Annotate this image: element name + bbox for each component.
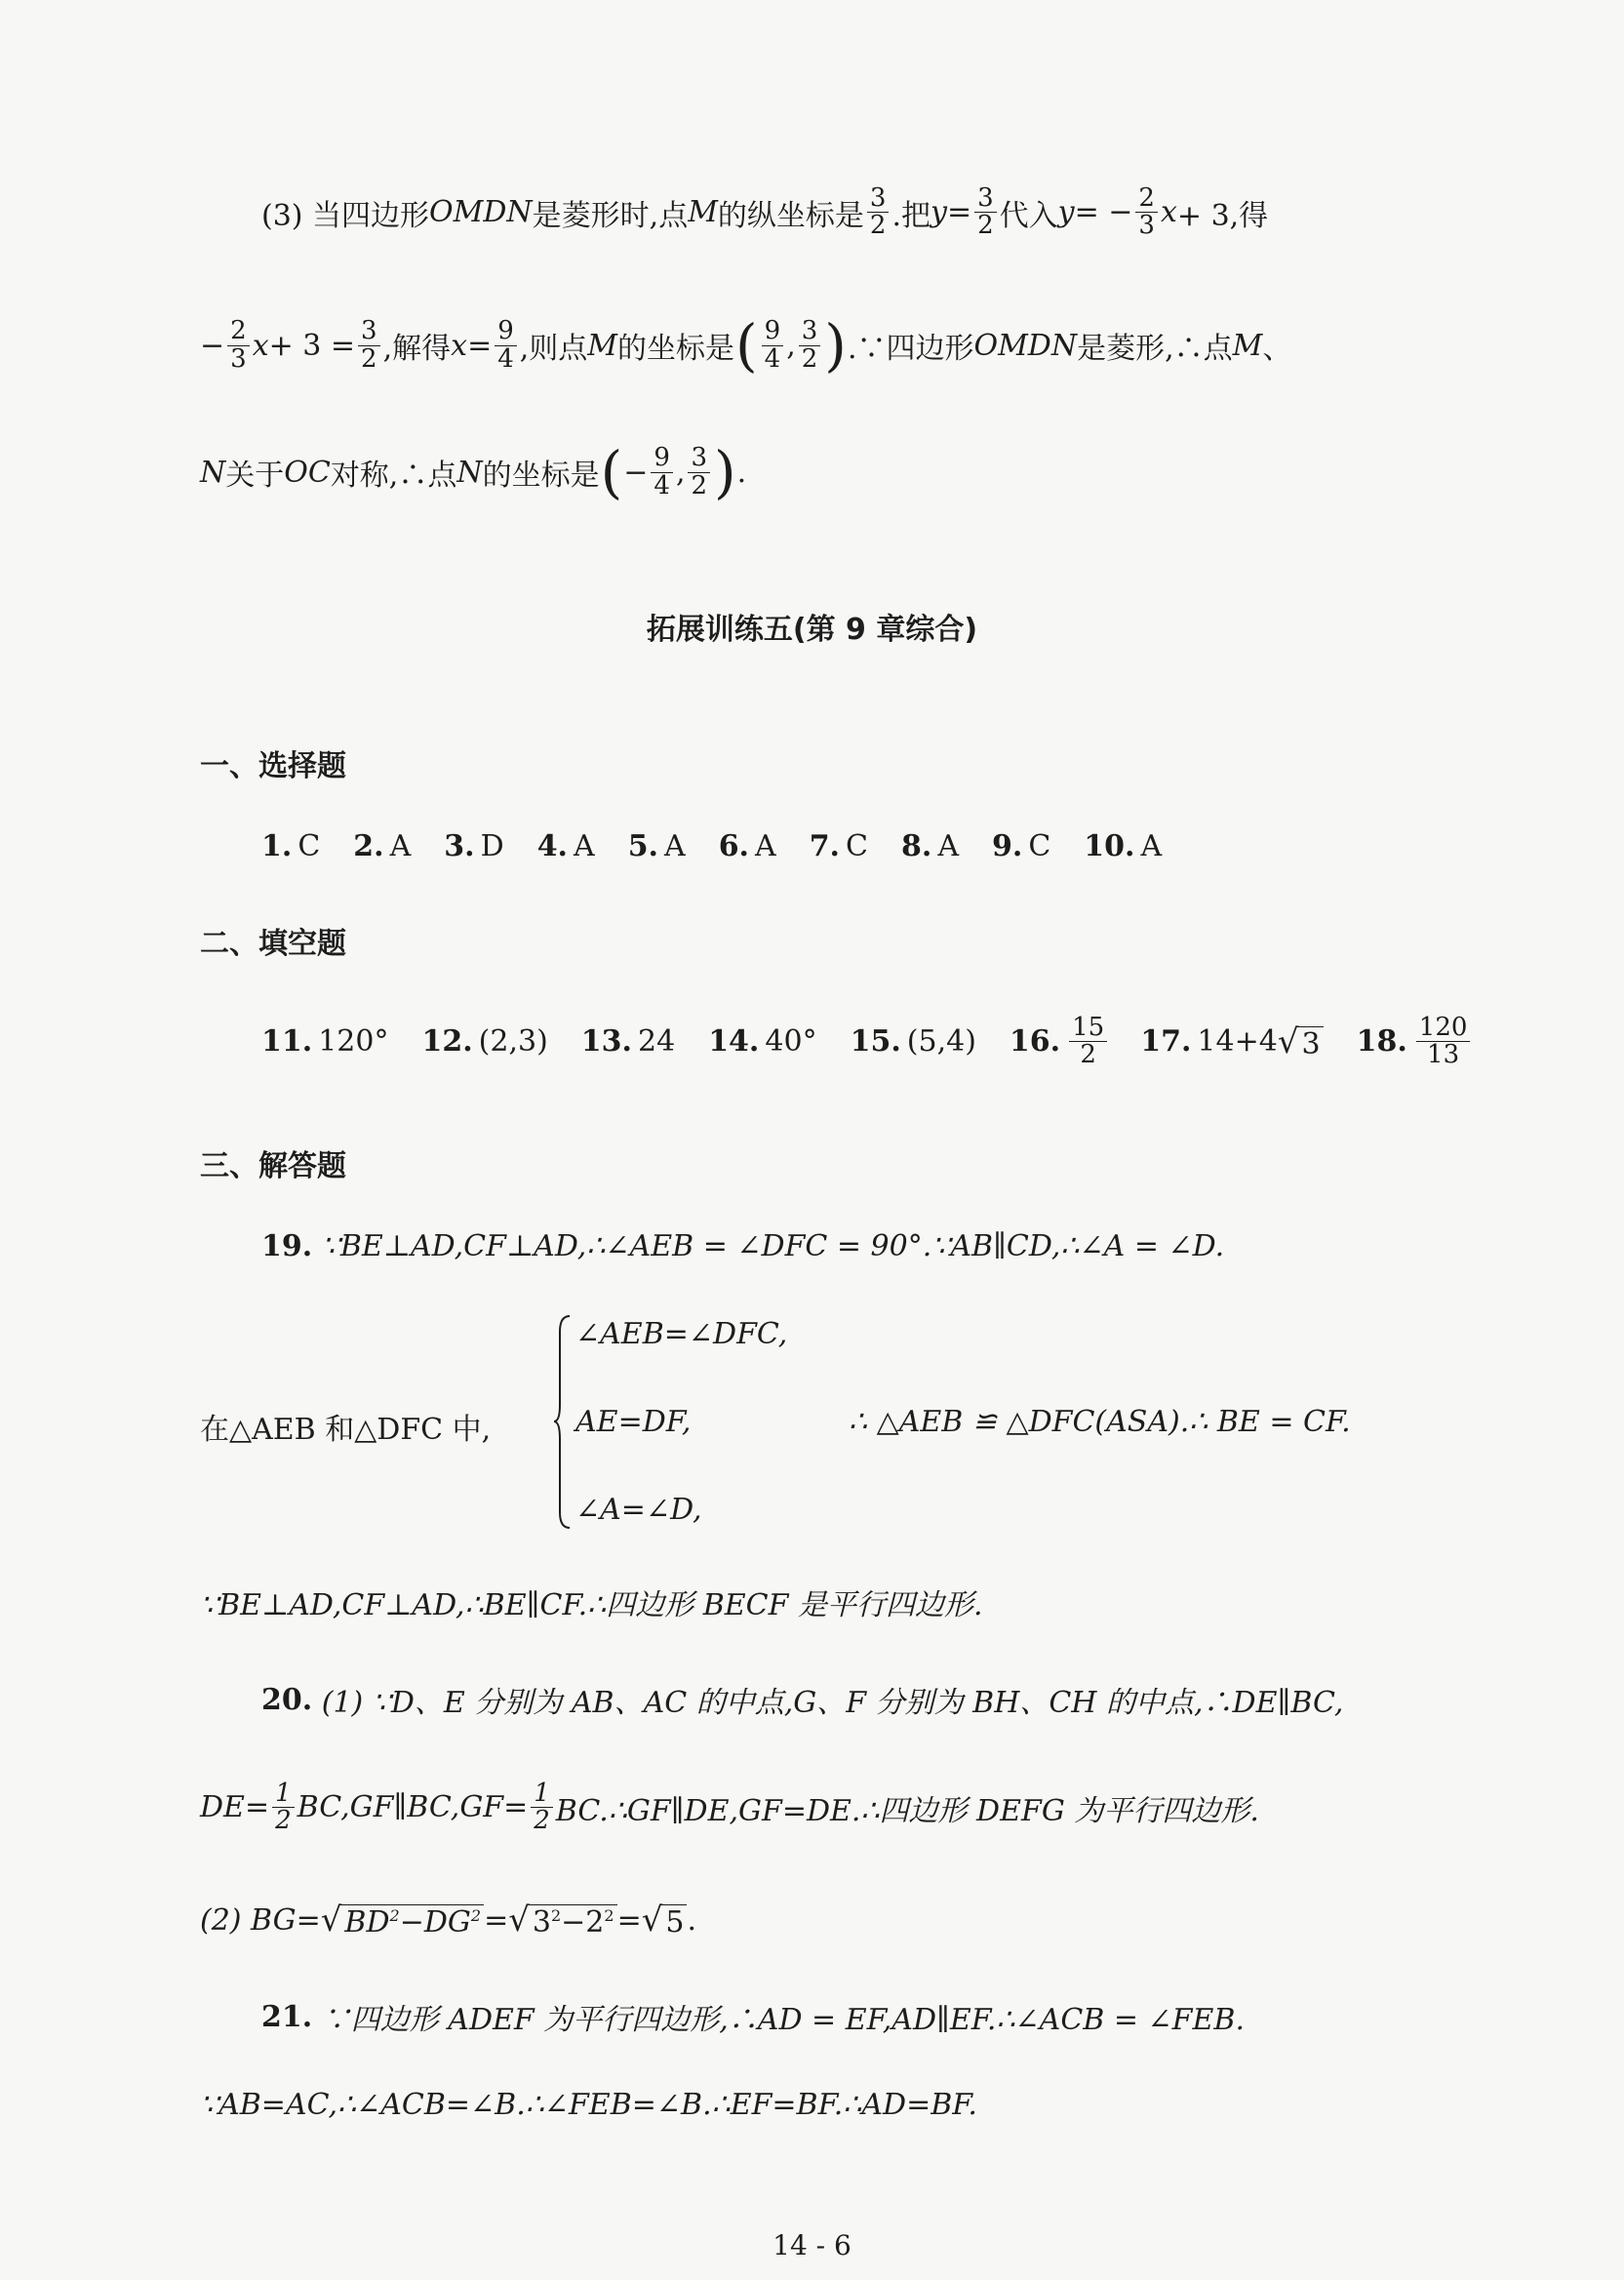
text: .把 [891, 198, 931, 233]
fraction: $\frac{9}{4}$ [762, 318, 784, 373]
fraction: $\frac{15}{2}$ [1069, 1015, 1107, 1069]
fraction: $\frac{120}{13}$ [1416, 1015, 1471, 1069]
text: 关于 [225, 459, 285, 493]
text: − [200, 328, 225, 363]
fraction: $\frac{2}{3}$ [227, 318, 250, 373]
text: 对称,∴点 [330, 459, 457, 493]
heading-solve: 三、解答题 [200, 1149, 346, 1183]
text: x [1160, 195, 1177, 230]
system-eq1: ∠AEB=∠DFC, [575, 1317, 788, 1351]
fraction: $\frac{3}{2}$ [799, 318, 821, 373]
text: 代入 [999, 198, 1058, 233]
text: = [467, 328, 493, 363]
q20-line2: DE= $\frac{1}{2}$ BC,GF∥BC,GF= $\frac{1}{2}$ BC.∴GF∥DE,GF=DE.∴四边形 DEFG 为平行四边形. [200, 1779, 1259, 1836]
text: OMDN [429, 195, 533, 230]
text: OMDN [973, 328, 1078, 363]
text: .∵四边形 [847, 332, 974, 366]
text: 的坐标是 [617, 332, 735, 366]
heading-choice: 一、选择题 [200, 749, 346, 783]
text: + 3 = [268, 328, 356, 363]
q19-line2-pre: 在△AEB 和△DFC 中, [200, 1413, 492, 1447]
text: M [1232, 328, 1263, 363]
p3-line2: − $\frac{2}{3}$ x + 3 = $\frac{3}{2}$ ,解得 x = $\frac{9}{4}$ ,则点 M 的坐标是 ( $\frac{9}{4}$ , $\frac{3}{2}$ ) .∵四边形 OMDN 是菱形,∴点 M 、 [200, 312, 1292, 379]
fill-answers: 11. 120° 12. (2,3) 13. 24 14. 40° 15. (5,4) 16. $\frac{15}{2}$ 17. 14+4 √ 3 18. $\frac{120}{13}$ [261, 1015, 1473, 1069]
page-number: 14 - 6 [772, 2229, 852, 2261]
text: OC [284, 455, 331, 490]
text: . [736, 455, 747, 490]
text: = [946, 195, 972, 230]
text: y [1057, 195, 1075, 230]
text: − [623, 455, 649, 490]
text: x [451, 328, 468, 363]
text: M [587, 328, 618, 363]
text: 、 [1262, 332, 1292, 366]
brace [552, 1312, 574, 1532]
fraction: $\frac{9}{4}$ [495, 318, 517, 373]
text: + 3,得 [1176, 198, 1269, 233]
q19-line1: 19. ∵BE⊥AD,CF⊥AD,∴∠AEB = ∠DFC = 90°.∵AB∥CD,∴∠A = ∠D. [261, 1229, 1225, 1263]
fraction: $\frac{9}{4}$ [651, 445, 673, 500]
fraction: $\frac{3}{2}$ [867, 185, 890, 240]
fraction: $\frac{3}{2}$ [358, 318, 380, 373]
text: 的坐标是 [482, 459, 600, 493]
text: 是菱形时,点 [532, 198, 689, 233]
text: = − [1074, 195, 1133, 230]
q19-conclusion: ∴ △AEB ≌ △DFC(ASA).∴ BE = CF. [849, 1405, 1351, 1439]
text: y [931, 195, 947, 230]
fraction: $\frac{2}{3}$ [1135, 185, 1158, 240]
q20-line3: (2) BG= √ $BD^2-DG^2$ = √ $3^2-2^2$ = √ 5 . [200, 1900, 697, 1940]
text: (3) 当四边形 [261, 198, 430, 233]
system-eq3: ∠A=∠D, [575, 1493, 702, 1527]
q20-line1: 20. (1) ∵D、E 分别为 AB、AC 的中点,G、F 分别为 BH、CH 的中点,∴DE∥BC, [261, 1682, 1344, 1720]
fraction: $\frac{3}{2}$ [974, 185, 997, 240]
text: ,解得 [382, 332, 452, 366]
fraction: $\frac{1}{2}$ [531, 1780, 553, 1835]
text: 的纵坐标是 [717, 198, 864, 233]
fraction: $\frac{1}{2}$ [272, 1780, 295, 1835]
system-eq2: AE=DF, [575, 1405, 692, 1439]
heading-fill: 二、填空题 [200, 927, 346, 961]
p3-line3: N 关于 OC 对称,∴点 N 的坐标是 ( − $\frac{9}{4}$ , $\frac{3}{2}$ ) . [200, 439, 747, 505]
text: N [456, 455, 483, 490]
text: N [200, 455, 226, 490]
text: x [252, 328, 269, 363]
q21-line2: ∵AB=AC,∴∠ACB=∠B.∴∠FEB=∠B.∴EF=BF.∴AD=BF. [200, 2088, 977, 2122]
fraction: $\frac{3}{2}$ [688, 445, 710, 500]
text: M [688, 195, 718, 230]
text: ,则点 [519, 332, 588, 366]
p3-line1 [261, 185, 1268, 240]
q21-line1: 21. ∵四边形 ADEF 为平行四边形,∴AD = EF,AD∥EF.∴∠ACB = ∠FEB. [261, 1999, 1245, 2037]
text: 是菱形,∴点 [1077, 332, 1233, 366]
section-title: 拓展训练五(第 9 章综合) [646, 613, 978, 647]
choice-answers: 1. C 2. A 3. D 4. A 5. A 6. A 7. C 8. A 9. C 10. A [261, 829, 1163, 863]
q19-line3: ∵BE⊥AD,CF⊥AD,∴BE∥CF.∴四边形 BECF 是平行四边形. [200, 1588, 983, 1622]
